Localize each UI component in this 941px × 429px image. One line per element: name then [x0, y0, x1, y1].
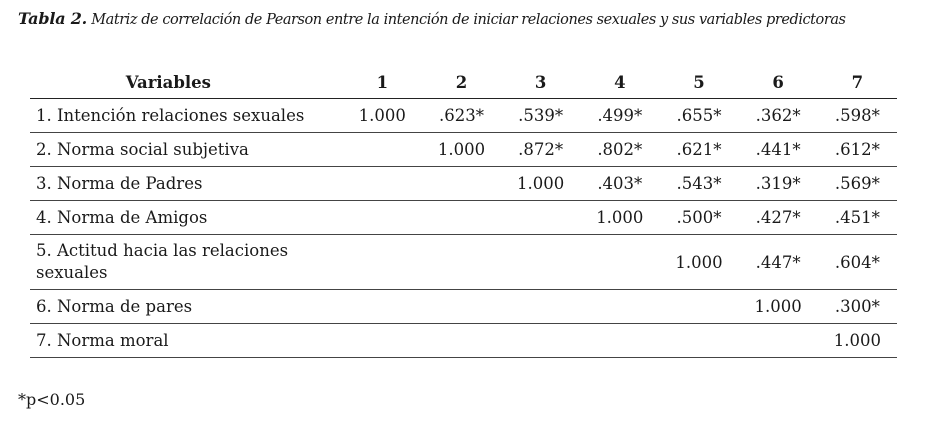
table-cell: [580, 324, 659, 358]
row-variable-label: 5. Actitud hacia las relaciones sexuales: [30, 235, 343, 290]
table-cell: .598*: [818, 99, 897, 133]
table-cell: [501, 235, 580, 290]
table-caption-label: Tabla 2.: [18, 9, 88, 28]
table-cell: [343, 235, 422, 290]
table-cell: [343, 133, 422, 167]
table-row: [30, 167, 897, 201]
table-cell: 1.000: [422, 133, 501, 167]
table-cell: .623*: [422, 99, 501, 133]
table-cell: [343, 324, 422, 358]
table-cell: .447*: [739, 235, 818, 290]
table-cell: [343, 290, 422, 324]
table-cell: [501, 201, 580, 235]
table-cell: .569*: [818, 167, 897, 201]
table-cell: .300*: [818, 290, 897, 324]
row-variable-label: 4. Norma de Amigos: [30, 201, 343, 235]
column-header-5: 5: [659, 66, 738, 99]
table-cell: [501, 290, 580, 324]
column-header-4: 4: [580, 66, 659, 99]
table-cell: [422, 167, 501, 201]
table-row: [30, 235, 897, 290]
table-cell: .362*: [739, 99, 818, 133]
table-cell: .500*: [659, 201, 738, 235]
row-variable-label: 1. Intención relaciones sexuales: [30, 99, 343, 133]
table-cell: .499*: [580, 99, 659, 133]
table-cell: 1.000: [580, 201, 659, 235]
table-caption: [18, 9, 846, 28]
correlation-table: [30, 66, 897, 358]
table-row: [30, 99, 897, 133]
table-cell: [422, 235, 501, 290]
column-header-variables: Variables: [30, 66, 343, 99]
table-cell: [343, 201, 422, 235]
table-cell: [739, 324, 818, 358]
table-cell: [659, 290, 738, 324]
row-variable-label: 7. Norma moral: [30, 324, 343, 358]
table-caption-text: Matriz de correlación de Pearson entre la intención de iniciar relaciones sexuales y sus variables predictoras: [91, 12, 846, 28]
table-cell: 1.000: [818, 324, 897, 358]
table-row: [30, 133, 897, 167]
table-cell: .441*: [739, 133, 818, 167]
table-cell: [343, 167, 422, 201]
table-cell: .802*: [580, 133, 659, 167]
table-header-row: [30, 66, 897, 99]
table-cell: [659, 324, 738, 358]
table-cell: .319*: [739, 167, 818, 201]
significance-footnote: *p<0.05: [18, 390, 86, 409]
table-cell: .403*: [580, 167, 659, 201]
table-cell: [580, 290, 659, 324]
table-cell: .612*: [818, 133, 897, 167]
table-cell: 1.000: [501, 167, 580, 201]
table-cell: .427*: [739, 201, 818, 235]
row-variable-label: 6. Norma de pares: [30, 290, 343, 324]
table-cell: .621*: [659, 133, 738, 167]
table-cell: [422, 324, 501, 358]
table-cell: [422, 201, 501, 235]
table-cell: .451*: [818, 201, 897, 235]
row-variable-label: 2. Norma social subjetiva: [30, 133, 343, 167]
table-cell: .655*: [659, 99, 738, 133]
table-row: [30, 290, 897, 324]
column-header-2: 2: [422, 66, 501, 99]
table-cell: 1.000: [659, 235, 738, 290]
table-cell: [580, 235, 659, 290]
table-cell: [501, 324, 580, 358]
table-cell: [422, 290, 501, 324]
table-cell: .872*: [501, 133, 580, 167]
table-cell: .539*: [501, 99, 580, 133]
table-cell: 1.000: [739, 290, 818, 324]
table-cell: .604*: [818, 235, 897, 290]
table-cell: .543*: [659, 167, 738, 201]
column-header-1: 1: [343, 66, 422, 99]
table-row: [30, 324, 897, 358]
column-header-3: 3: [501, 66, 580, 99]
table-cell: 1.000: [343, 99, 422, 133]
column-header-7: 7: [818, 66, 897, 99]
column-header-6: 6: [739, 66, 818, 99]
table-row: [30, 201, 897, 235]
row-variable-label: 3. Norma de Padres: [30, 167, 343, 201]
